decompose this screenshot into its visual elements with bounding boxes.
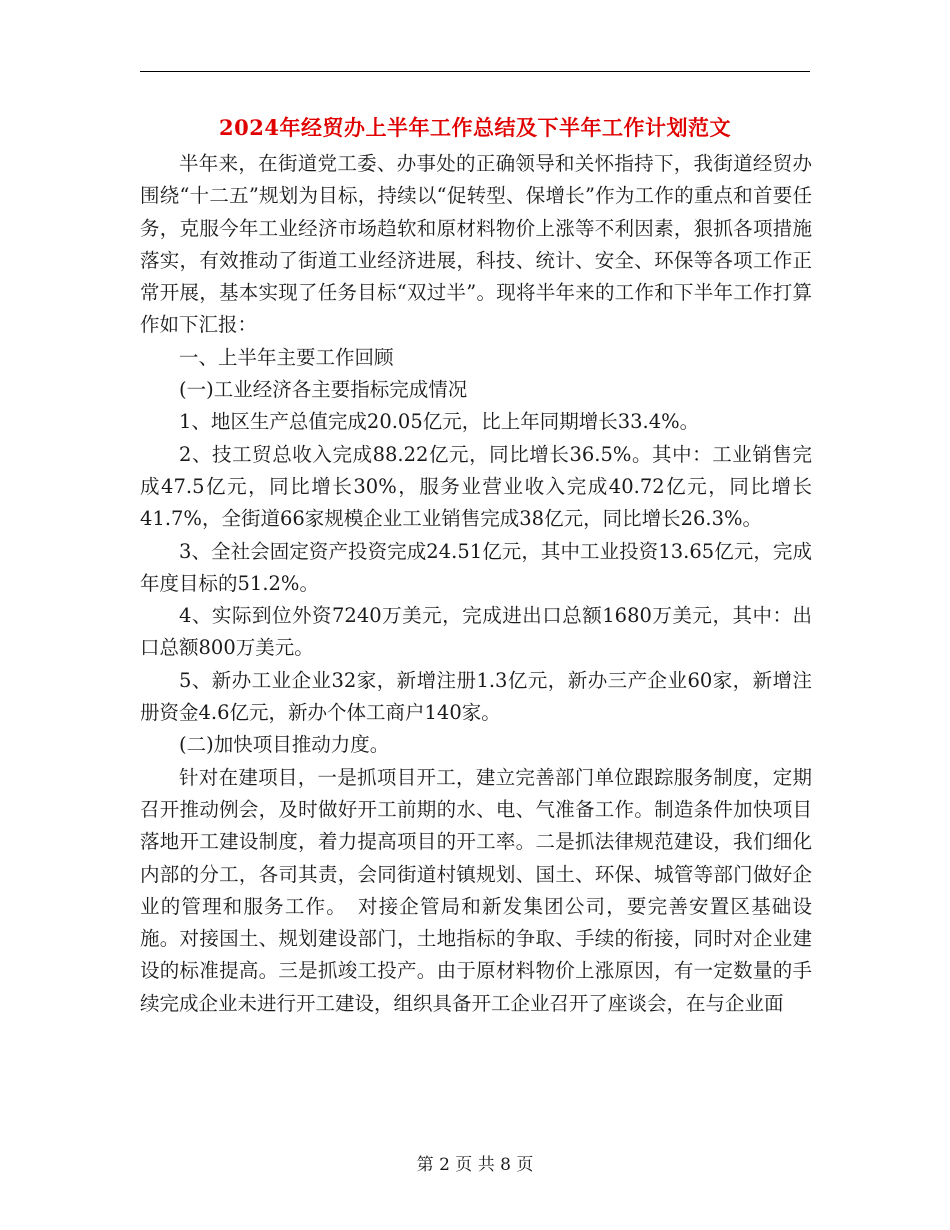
subsection-heading-indicators: (一)工业经济各主要指标完成情况	[179, 378, 468, 402]
list-item-revenue: 2、技工贸总收入完成88.22亿元，同比增长36.5%。其中：工业销售完成47.5亿元，同比增长30%，服务业营业收入完成40.72亿元，同比增长41.7%，全街道66家规模企业工业销售完成38亿元，同比增长26.3%。	[140, 442, 812, 531]
paragraph-projects: 针对在建项目，一是抓项目开工，建立完善部门单位跟踪服务制度，定期召开推动例会，及时做好开工前期的水、电、气准备工作。制造条件加快项目落地开工建设制度，着力提高项目的开工率。二是抓法律规范建设，我们细化内部的分工，各司其责，会同街道村镇规划、国土、环保、城管等部门做好企业的管理和服务工作。 对接企管局和新发集团公司，要完善安置区基础设施。对接国土、规划建设部门，土地指标的争取、手续的衔接，同时对企业建设的标准提高。三是抓竣工投产。由于原材料物价上涨原因，有一定数量的手续完成企业未进行开工建设，组织具备开工企业召开了座谈会，在与企业面	[140, 765, 812, 1015]
header-rule	[140, 71, 810, 72]
document-title: 2024年经贸办上半年工作总结及下半年工作计划范文	[219, 115, 731, 140]
list-item-investment: 3、全社会固定资产投资完成24.51亿元，其中工业投资13.65亿元，完成年度目标的51.2%。	[140, 539, 812, 595]
list-item-new-enterprises: 5、新办工业企业32家，新增注册1.3亿元，新办三产企业60家，新增注册资金4.6亿元，新办个体工商户140家。	[140, 668, 812, 725]
list-item-foreign-capital: 4、实际到位外资7240万美元，完成进出口总额1680万美元，其中：出口总额800万美元。	[140, 604, 812, 660]
document-body	[140, 148, 812, 1020]
list-item-gdp: 1、地区生产总值完成20.05亿元，比上年同期增长33.4%。	[179, 410, 700, 434]
subsection-heading-projects: (二)加快项目推动力度。	[179, 733, 390, 757]
paragraph-intro: 半年来，在街道党工委、办事处的正确领导和关怀指持下，我街道经贸办围绕“十二五”规划为目标，持续以“促转型、保增长”作为工作的重点和首要任务，克服今年工业经济市场趋软和原材料物价上涨等不利因素，狠抓各项措施落实，有效推动了街道工业经济进展，科技、统计、安全、环保等各项工作正常开展，基本实现了任务目标“双过半”。现将半年来的工作和下半年工作打算作如下汇报：	[140, 152, 812, 337]
page-footer: 第 2 页 共 8 页	[416, 1155, 534, 1175]
section-heading-review: 一、上半年主要工作回顾	[179, 345, 394, 369]
